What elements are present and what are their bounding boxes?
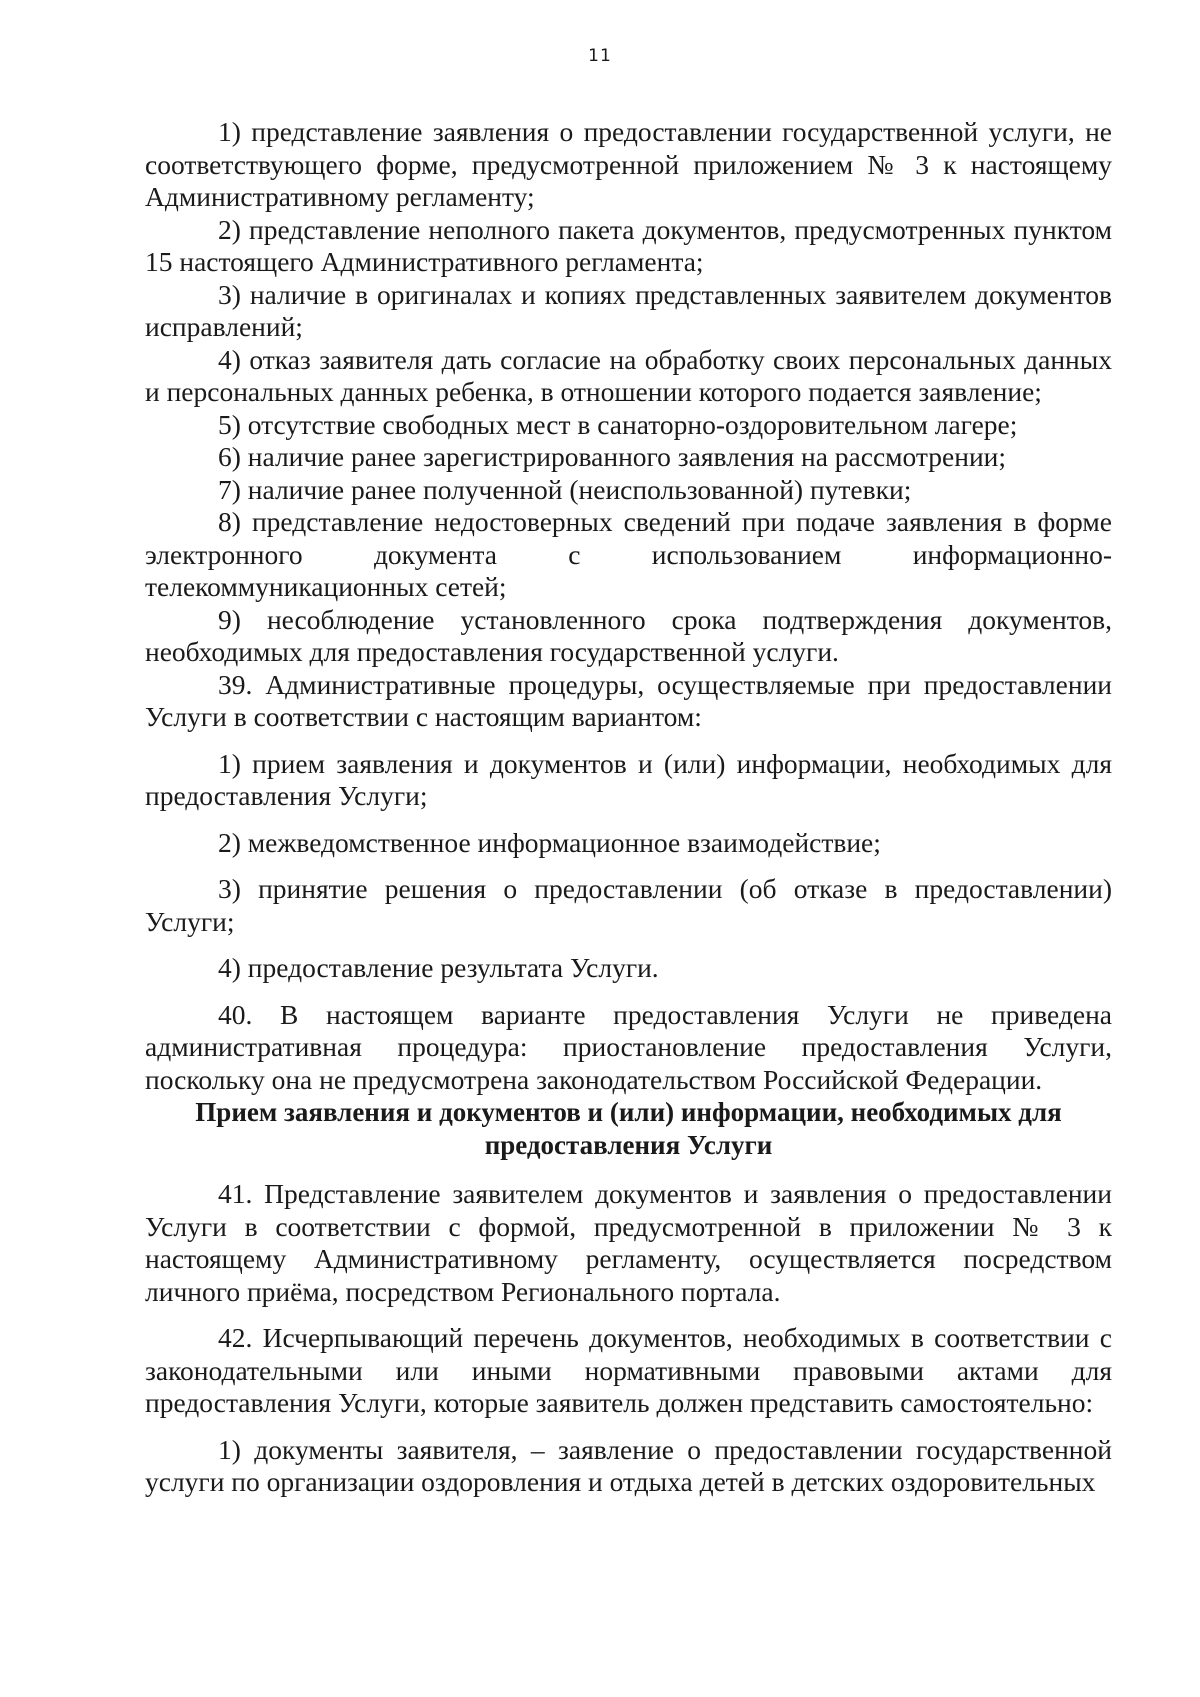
- clause-42-item-1: 1) документы заявителя, – заявление о предоставлении государственной услуги по организации оздоровления и отдыха детей в детских оздоровительных: [145, 1433, 1112, 1497]
- rejection-item-5: 5) отсутствие свободных мест в санаторно-оздоровительном лагере;: [218, 408, 1018, 440]
- section-heading: Прием заявления и документов и (или) информации, необходимых для предоставления Услуги: [195, 1097, 1062, 1160]
- rejection-item-9: 9) несоблюдение установленного срока подтверждения документов, необходимых для предоставления государственной услуги.: [145, 603, 1112, 667]
- clause-39: 39. Административные процедуры, осуществляемые при предоставлении Услуги в соответствии с настоящим вариантом:: [145, 668, 1112, 732]
- procedure-item-4: 4) предоставление результата Услуги.: [218, 952, 659, 983]
- page-number: 11: [588, 46, 612, 66]
- document-body: [145, 116, 1112, 1499]
- rejection-item-7: 7) наличие ранее полученной (неиспользованной) путевки;: [218, 473, 912, 505]
- procedure-item-2: 2) межведомственное информационное взаимодействие;: [218, 826, 881, 858]
- clause-42: 42. Исчерпывающий перечень документов, необходимых в соответствии с законодательными или иными нормативными правовыми актами для предоставления Услуги, которые заявитель должен представить самостоятельно:: [145, 1322, 1112, 1418]
- procedure-item-1: 1) прием заявления и документов и (или) информации, необходимых для предоставления Услуги;: [145, 747, 1112, 811]
- clause-40: 40. В настоящем варианте предоставления Услуги не приведена административная процедура: приостановление предоставления Услуги, поскольку она не предусмотрена законодательством Российской Федерации.: [145, 998, 1112, 1095]
- rejection-item-2: 2) представление неполного пакета документов, предусмотренных пунктом 15 настоящего Административного регламента;: [145, 213, 1112, 277]
- rejection-item-1: 1) представление заявления о предоставлении государственной услуги, не соответствующего форме, предусмотренной приложением № 3 к настоящему Административному регламенту;: [145, 116, 1112, 212]
- rejection-item-6: 6) наличие ранее зарегистрированного заявления на рассмотрении;: [218, 441, 1007, 472]
- rejection-item-3: 3) наличие в оригиналах и копиях представленных заявителем документов исправлений;: [145, 278, 1112, 342]
- rejection-item-8: 8) представление недостоверных сведений при подаче заявления в форме электронного документа с использованием информационно-телекоммуникационных сетей;: [145, 506, 1112, 602]
- procedure-item-3: 3) принятие решения о предоставлении (об отказе в предоставлении) Услуги;: [145, 873, 1112, 937]
- clause-41: 41. Представление заявителем документов и заявления о предоставлении Услуги в соответствии с формой, предусмотренной в приложении № 3 к настоящему Административному регламенту, осуществляется посредством личного приёма, посредством Регионального портала.: [145, 1178, 1112, 1307]
- rejection-item-4: 4) отказ заявителя дать согласие на обработку своих персональных данных и персональных данных ребенка, в отношении которого подается заявление;: [145, 343, 1112, 407]
